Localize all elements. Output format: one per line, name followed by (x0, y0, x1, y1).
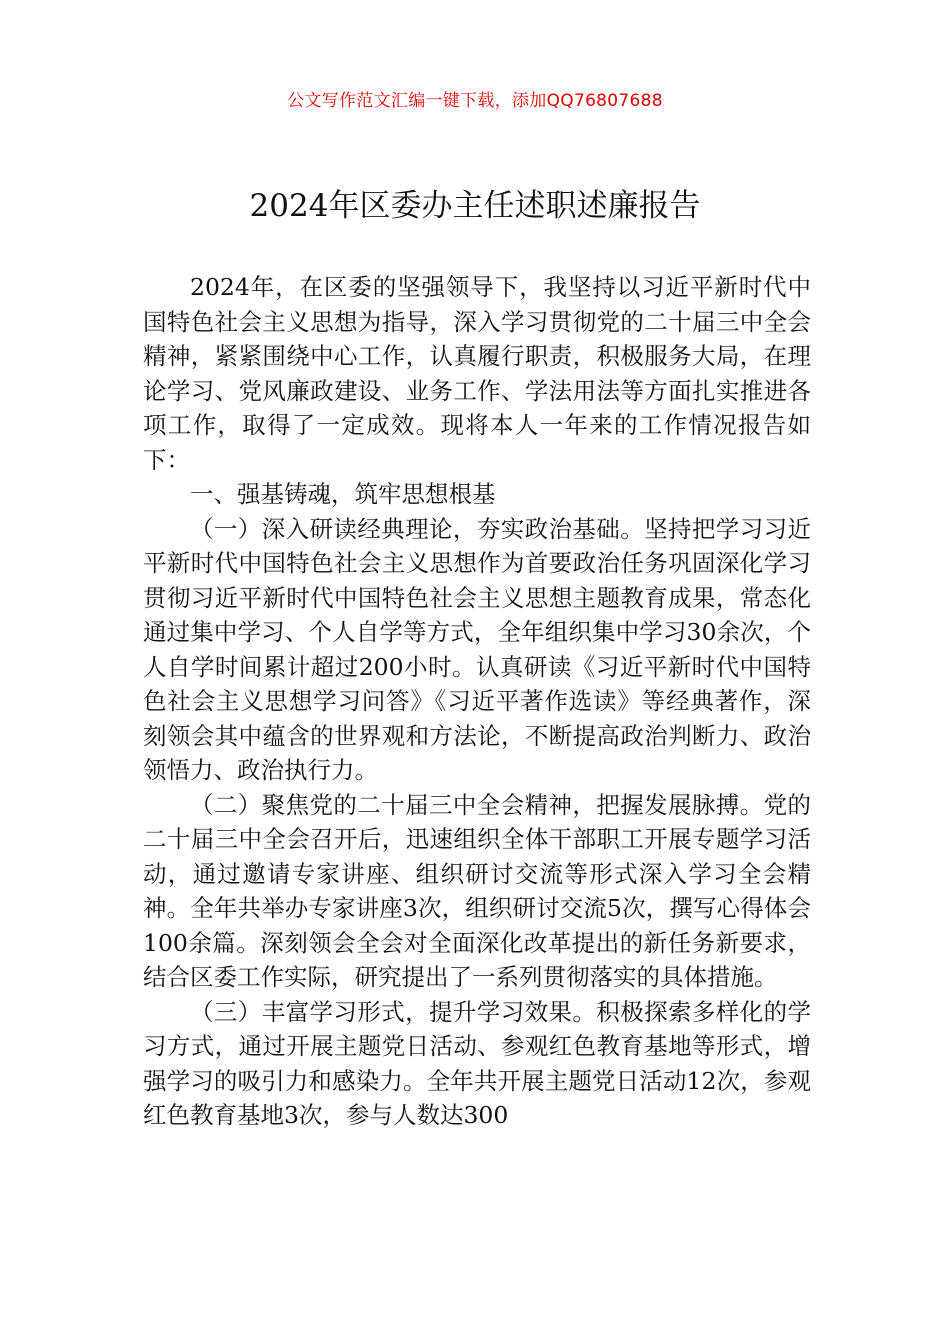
document-title: 2024年区委办主任述职述廉报告 (249, 188, 701, 224)
section-heading-1: 一、强基铸魂，筑牢思想根基 (190, 480, 496, 508)
subsection-paragraph-2: （二）聚焦党的二十届三中全会精神，把握发展脉搏。党的二十届三中全会召开后，迅速组织全体干部职工开展专题学习活动，通过邀请专家讲座、组织研讨交流等形式深入学习全会精神。全年共举办专家讲座3次，组织研讨交流5次，撰写心得体会100余篇。深刻领会全会对全面深化改革提出的新任务新要求，结合区委工作实际，研究提出了一系列贯彻落实的具体措施。 (143, 790, 811, 991)
subsection-paragraph-1: （一）深入研读经典理论，夯实政治基础。坚持把学习习近平新时代中国特色社会主义思想作为首要政治任务巩固深化学习贯彻习近平新时代中国特色社会主义思想主题教育成果，常态化通过集中学习、个人自学等方式，全年组织集中学习30余次，个人自学时间累计超过200小时。认真研读《习近平新时代中国特色社会主义思想学习问答》《习近平著作选读》等经典著作，深刻领会其中蕴含的世界观和方法论，不断提高政治判断力、政治领悟力、政治执行力。 (143, 514, 811, 784)
subsection-paragraph-3: （三）丰富学习形式，提升学习效果。积极探索多样化的学习方式，通过开展主题党日活动、参观红色教育基地等形式，增强学习的吸引力和感染力。全年共开展主题党日活动12次，参观红色教育基地3次，参与人数达300 (143, 997, 811, 1129)
document-body (143, 270, 811, 1133)
intro-paragraph: 2024年，在区委的坚强领导下，我坚持以习近平新时代中国特色社会主义思想为指导，深入学习贯彻党的二十届三中全会精神，紧紧围绕中心工作，认真履行职责，积极服务大局，在理论学习、党风廉政建设、业务工作、学法用法等方面扎实推进各项工作，取得了一定成效。现将本人一年来的工作情况报告如下： (143, 273, 811, 474)
download-notice: 公文写作范文汇编一键下载，添加QQ76807688 (287, 91, 663, 111)
